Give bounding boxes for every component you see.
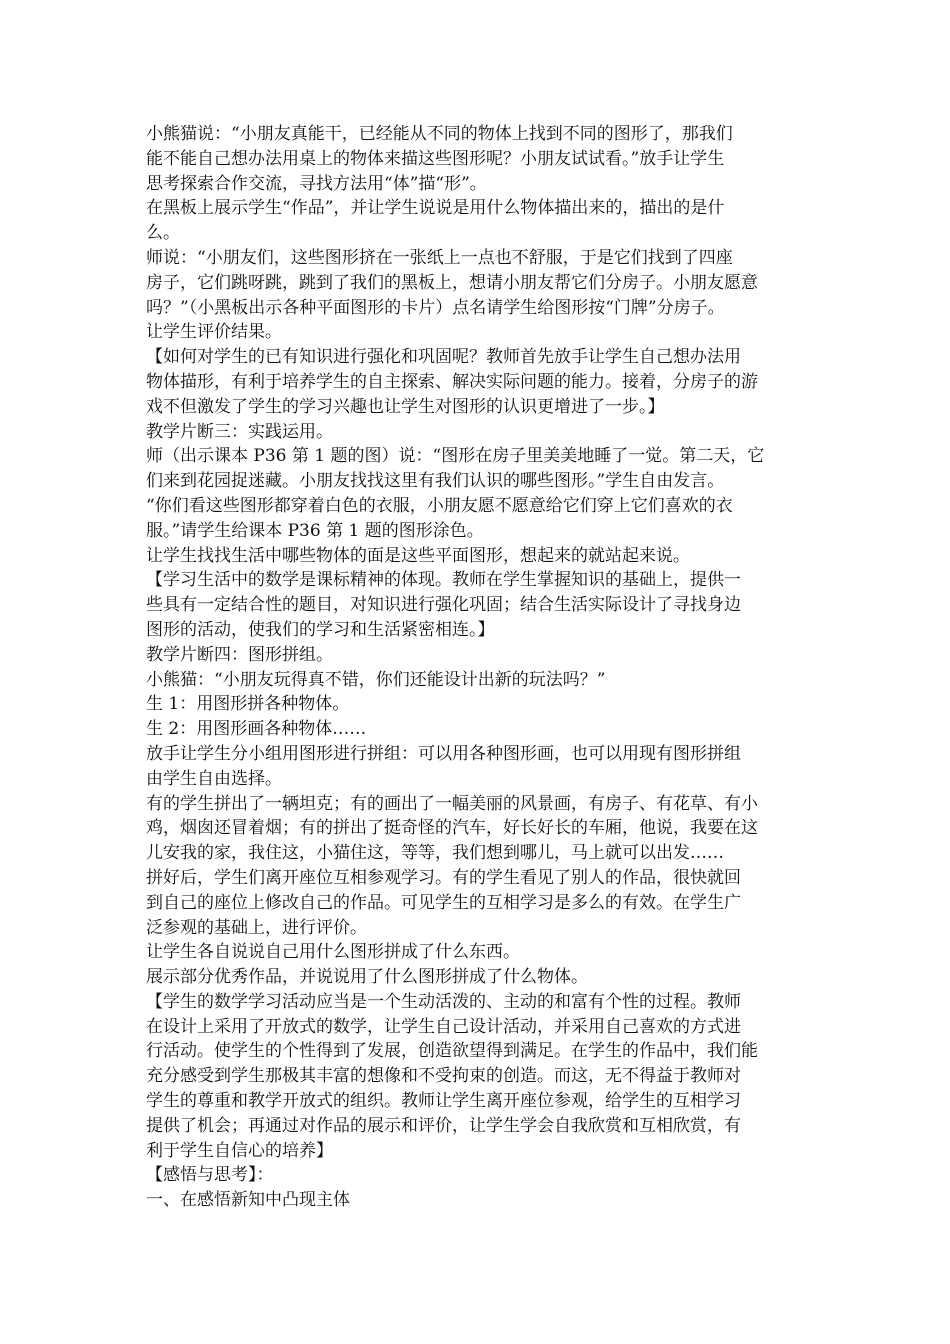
text-line: 能不能自己想办法用桌上的物体来描这些图形呢？小朋友试试看。”放手让学生: [146, 148, 725, 169]
document-body: [146, 122, 824, 1213]
text-line: 么。: [146, 223, 180, 244]
commentary-line: 【如何对学生的已有知识进行强化和巩固呢？教师首先放手让学生自己想办法用: [146, 347, 741, 368]
text-line: 儿安我的家，我住这，小猫住这，等等，我们想到哪儿，马上就可以出发……: [146, 843, 724, 864]
text-line: 到自己的座位上修改自己的作品。可见学生的互相学习是多么的有效。在学生广: [146, 892, 741, 913]
text-line: 展示部分优秀作品，并说说用了什么图形拼成了什么物体。: [146, 967, 588, 988]
section-heading: 教学片断三：实践运用。: [146, 421, 333, 442]
commentary-line: 些具有一定结合性的题目，对知识进行强化巩固；结合生活实际设计了寻找身边: [146, 595, 741, 616]
text-line: 房子，它们跳呀跳，跳到了我们的黑板上，想请小朋友帮它们分房子。小朋友愿意: [146, 272, 758, 293]
commentary-line: 【学生的数学学习活动应当是一个生动活泼的、主动的和富有个性的过程。教师: [146, 991, 741, 1012]
text-line: 有的学生拼出了一辆坦克；有的画出了一幅美丽的风景画，有房子、有花草、有小: [146, 793, 758, 814]
text-line: “你们看这些图形都穿着白色的衣服，小朋友愿不愿意给它们穿上它们喜欢的衣: [146, 495, 733, 516]
text-line: 思考探索合作交流，寻找方法用“体”描“形”。: [146, 173, 487, 194]
section-heading: 教学片断四：图形拼组。: [146, 644, 333, 665]
text-line: 让学生找找生活中哪些物体的面是这些平面图形，想起来的就站起来说。: [146, 545, 690, 566]
text-line: 拼好后，学生们离开座位互相参观学习。有的学生看见了别人的作品，很快就回: [146, 867, 741, 888]
commentary-line: 图形的活动，使我们的学习和生活紧密相连。】: [146, 619, 495, 640]
text-line: 服。”请学生给课本 P36 第 1 题的图形涂色。: [146, 520, 484, 541]
section-heading: 【感悟与思考】：: [146, 1165, 274, 1186]
section-heading: 一、在感悟新知中凸现主体: [146, 1190, 350, 1211]
commentary-line: 【学习生活中的数学是课标精神的体现。教师在学生掌握知识的基础上，提供一: [146, 570, 741, 591]
text-line: 师说：“小朋友们，这些图形挤在一张纸上一点也不舒服，于是它们找到了四座: [146, 247, 733, 268]
text-line: 小熊猫：“小朋友玩得真不错，你们还能设计出新的玩法吗？”: [146, 669, 606, 690]
text-line: 让学生各自说说自己用什么图形拼成了什么东西。: [146, 942, 520, 963]
text-line: 生 2：用图形画各种物体……: [146, 719, 367, 740]
commentary-line: 戏不但激发了学生的学习兴趣也让学生对图形的认识更增进了一步。】: [146, 396, 665, 417]
text-line: 由学生自由选择。: [146, 768, 282, 789]
text-line: 泛参观的基础上，进行评价。: [146, 917, 367, 938]
text-line: 鸡，烟囱还冒着烟；有的拼出了挺奇怪的汽车，好长好长的车厢，他说，我要在这: [146, 818, 758, 839]
text-line: 们来到花园捉迷藏。小朋友找找这里有我们认识的哪些图形。”学生自由发言。: [146, 471, 725, 492]
text-line: 让学生评价结果。: [146, 322, 282, 343]
commentary-line: 提供了机会；再通过对作品的展示和评价，让学生学会自我欣赏和互相欣赏，有: [146, 1115, 741, 1136]
commentary-line: 行活动。使学生的个性得到了发展，创造欲望得到满足。在学生的作品中，我们能: [146, 1041, 758, 1062]
text-line: 小熊猫说：“小朋友真能干，已经能从不同的物体上找到不同的图形了，那我们: [146, 124, 733, 144]
text-line: 吗？”（小黑板出示各种平面图形的卡片）点名请学生给图形按“门牌”分房子。: [146, 297, 725, 318]
commentary-line: 充分感受到学生那极其丰富的想像和不受拘束的创造。而这，无不得益于教师对: [146, 1066, 741, 1087]
commentary-line: 学生的尊重和教学开放式的组织。教师让学生离开座位参观，给学生的互相学习: [146, 1091, 741, 1112]
text-line: 在黑板上展示学生“作品”，并让学生说说是用什么物体描出来的，描出的是什: [146, 198, 725, 219]
text-line: 放手让学生分小组用图形进行拼组：可以用各种图形画，也可以用现有图形拼组: [146, 743, 741, 764]
text-line: 生 1：用图形拼各种物体。: [146, 694, 350, 715]
commentary-line: 物体描形，有利于培养学生的自主探索、解决实际问题的能力。接着，分房子的游: [146, 371, 758, 392]
text-line: 师（出示课本 P36 第 1 题的图）说：“图形在房子里美美地睡了一觉。第二天，它: [146, 446, 765, 467]
commentary-line: 在设计上采用了开放式的数学，让学生自己设计活动，并采用自己喜欢的方式进: [146, 1016, 741, 1037]
commentary-line: 利于学生自信心的培养】: [146, 1140, 333, 1161]
